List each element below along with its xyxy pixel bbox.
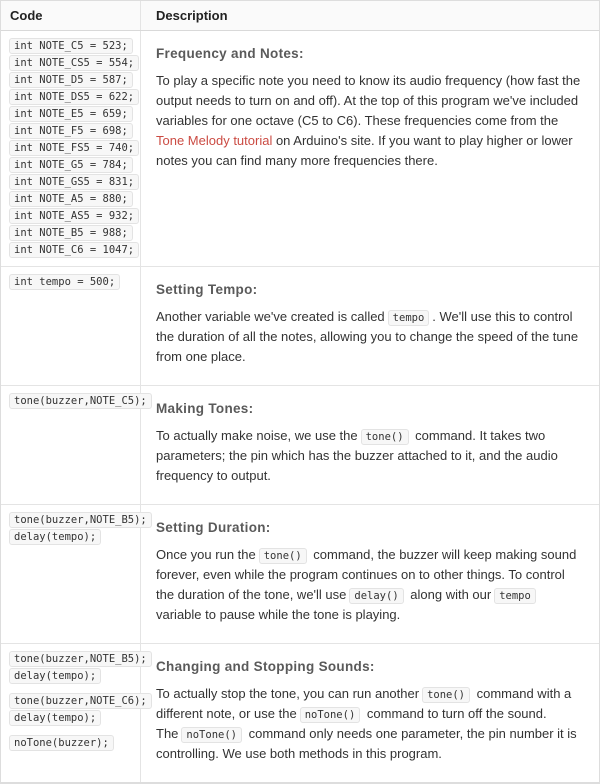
- tone-melody-tutorial-link[interactable]: Tone Melody tutorial: [156, 133, 273, 148]
- code-group: [9, 274, 135, 290]
- description-paragraph: To actually make noise, we use the tone() command. It takes two parameters; the pin which has the buzzer attached to it, and the audio frequency to output.: [156, 428, 558, 483]
- code-line: int NOTE_C6 = 1047;: [9, 242, 139, 258]
- inline-code: noTone(): [181, 727, 242, 743]
- table-row: [1, 644, 599, 783]
- code-line: delay(tempo);: [9, 668, 101, 684]
- description-paragraph: To play a specific note you need to know its audio frequency (how fast the output needs to turn on and off). At the top of this program we've included variables for one octave (C5 to C6). These frequencies come from the Tone Melody tutorial on Arduino's site. If you want to play higher or lower notes you can find many more frequencies there.: [156, 73, 581, 168]
- table-body: [1, 31, 599, 783]
- code-cell: [1, 644, 147, 782]
- column-header-code: Code: [1, 1, 141, 30]
- code-line: int NOTE_F5 = 698;: [9, 123, 133, 139]
- inline-code: tone(): [361, 429, 409, 445]
- section-heading: Making Tones:: [156, 401, 254, 416]
- section-heading: Frequency and Notes:: [156, 46, 304, 61]
- code-cell: [1, 267, 141, 385]
- code-group: [9, 393, 147, 409]
- table-row: [1, 386, 599, 505]
- code-group: [9, 651, 147, 684]
- code-line: tone(buzzer,NOTE_C5);: [9, 393, 152, 409]
- code-cell: [1, 505, 147, 643]
- code-cell: [1, 386, 147, 504]
- code-line: int NOTE_CS5 = 554;: [9, 55, 139, 71]
- section-heading: Setting Duration:: [156, 520, 271, 535]
- section-heading: Setting Tempo:: [156, 282, 258, 297]
- code-line: int NOTE_A5 = 880;: [9, 191, 133, 207]
- table-row: [1, 267, 599, 386]
- description-cell: [141, 644, 599, 782]
- code-line: int NOTE_FS5 = 740;: [9, 140, 139, 156]
- inline-code: delay(): [349, 588, 403, 604]
- description-cell: [141, 267, 599, 385]
- code-line: tone(buzzer,NOTE_B5);: [9, 512, 152, 528]
- code-line: int NOTE_C5 = 523;: [9, 38, 133, 54]
- code-group: [9, 735, 135, 751]
- code-line: int NOTE_E5 = 659;: [9, 106, 133, 122]
- description-paragraph: Another variable we've created is called tempo . We'll use this to control the duration of all the notes, allowing you to change the speed of the tune from one place.: [156, 309, 579, 364]
- code-line: int NOTE_DS5 = 622;: [9, 89, 139, 105]
- code-line: int NOTE_G5 = 784;: [9, 157, 133, 173]
- description-cell: [141, 31, 599, 266]
- code-line: int tempo = 500;: [9, 274, 120, 290]
- description-paragraph: To actually stop the tone, you can run another tone() command with a different note, or use the noTone() command to turn off the sound. The noTone() command only needs one parameter, the pin number it is controlling. We use both methods in this program.: [156, 686, 577, 761]
- code-group: [9, 38, 135, 258]
- inline-code: noTone(): [300, 707, 361, 723]
- description-cell: [141, 386, 599, 504]
- code-line: int NOTE_D5 = 587;: [9, 72, 133, 88]
- code-line: delay(tempo);: [9, 710, 101, 726]
- code-line: noTone(buzzer);: [9, 735, 114, 751]
- inline-code: tone(): [422, 687, 470, 703]
- code-cell: [1, 31, 141, 266]
- inline-code: tempo: [388, 310, 430, 326]
- table-row: [1, 505, 599, 644]
- section-heading: Changing and Stopping Sounds:: [156, 659, 375, 674]
- description-cell: [141, 505, 599, 643]
- code-line: delay(tempo);: [9, 529, 101, 545]
- code-line: int NOTE_AS5 = 932;: [9, 208, 139, 224]
- code-line: tone(buzzer,NOTE_C6);: [9, 693, 152, 709]
- code-line: tone(buzzer,NOTE_B5);: [9, 651, 152, 667]
- inline-code: tempo: [494, 588, 536, 604]
- code-line: int NOTE_B5 = 988;: [9, 225, 133, 241]
- code-group: [9, 693, 147, 726]
- table-row: [1, 31, 599, 267]
- code-line: int NOTE_GS5 = 831;: [9, 174, 139, 190]
- column-header-description: Description: [156, 8, 228, 23]
- inline-code: tone(): [259, 548, 307, 564]
- description-paragraph: Once you run the tone() command, the buzzer will keep making sound forever, even while the program continues on to other things. To control the duration of the tone, we'll use delay() along with our tempo variable to pause while the tone is playing.: [156, 547, 577, 622]
- code-group: [9, 512, 147, 545]
- table-header-row: [1, 1, 599, 31]
